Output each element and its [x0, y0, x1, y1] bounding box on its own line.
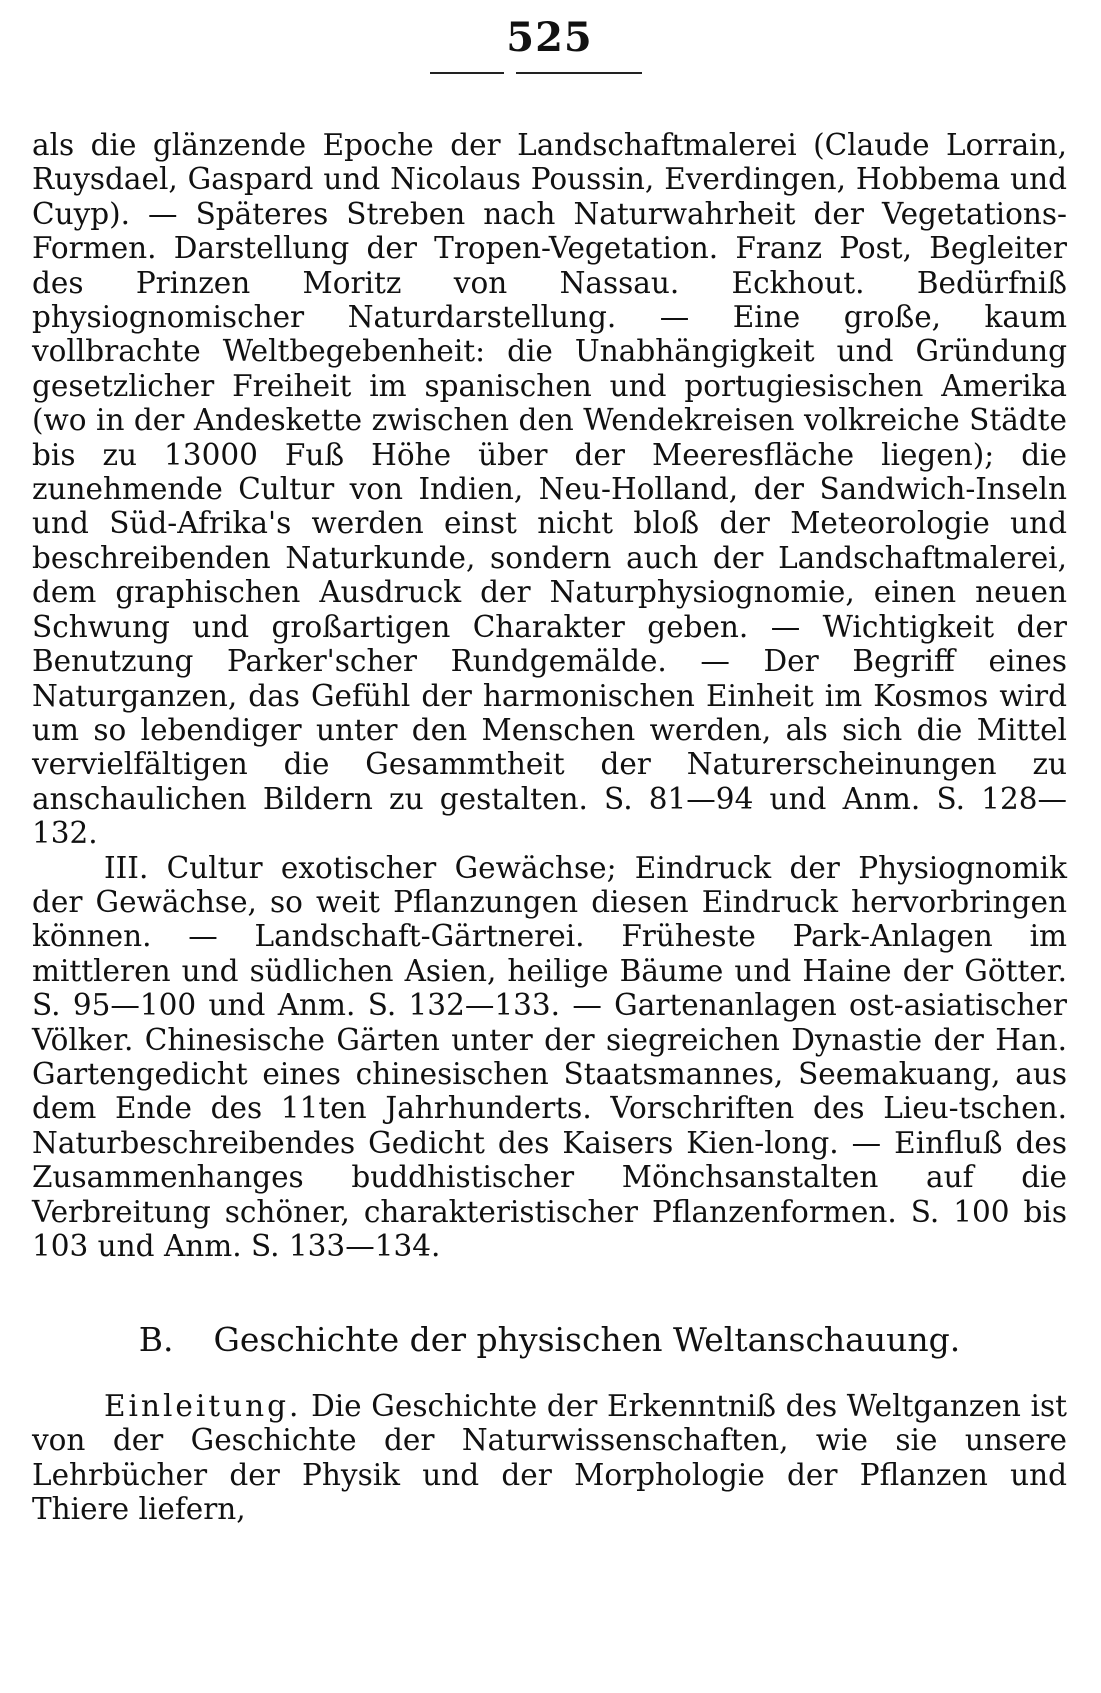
paragraph-introduction [32, 1389, 1067, 1527]
header-rule-right [516, 72, 642, 74]
section-label: B. [138, 1320, 174, 1359]
paragraph-summary-ii-end: als die glänzende Epoche der Landschaftmalerei (Claude Lorrain, Ruysdael, Gaspard und Nicolaus Poussin, Everdingen, Hobbema und Cuyp). — Späteres Streben nach Naturwahrheit der Vegetations-Formen. Darstellung der Tropen-Vegetation. Franz Post, Begleiter des Prinzen Moritz von Nassau. Eckhout. Bedürfniß physiognomischer Naturdarstellung. — Eine große, kaum vollbrachte Weltbegebenheit: die Unabhängigkeit und Gründung gesetzlicher Freiheit im spanischen und portugiesischen Amerika (wo in der Andeskette zwischen den Wendekreisen volkreiche Städte bis zu 13000 Fuß Höhe über der Meeresfläche liegen); die zunehmende Cultur von Indien, Neu-Holland, der Sandwich-Inseln und Süd-Afrika's werden einst nicht bloß der Meteorologie und beschreibenden Naturkunde, sondern auch der Landschaftmalerei, dem graphischen Ausdruck der Naturphysiognomie, einen neuen Schwung und großartigen Charakter geben. — Wichtigkeit der Benutzung Parker'scher Rundgemälde. — Der Begriff eines Naturganzen, das Gefühl der harmonischen Einheit im Kosmos wird um so lebendiger unter den Menschen werden, als sich die Mittel vervielfältigen die Gesammtheit der Naturerscheinungen zu anschaulichen Bildern zu gestalten. S. 81—94 und Anm. S. 128—132. [32, 128, 1067, 851]
header-rule-left [430, 72, 504, 74]
book-page [32, 0, 1067, 1693]
summary-text [32, 128, 1067, 1263]
introduction-text: Die Geschichte der Erkenntniß des Weltganzen ist von der Geschichte der Naturwissenschaften, wie sie unsere Lehrbücher der Physik und der Morphologie der Pflanzen und Thiere liefern, [32, 1389, 1067, 1527]
paragraph-summary-iii: III. Cultur exotischer Gewächse; Eindruck der Physiognomik der Gewächse, so weit Pflanzungen diesen Eindruck hervorbringen können. — Landschaft-Gärtnerei. Früheste Park-Anlagen im mittleren und südlichen Asien, heilige Bäume und Haine der Götter. S. 95—100 und Anm. S. 132—133. — Gartenanlagen ost-asiatischer Völker. Chinesische Gärten unter der siegreichen Dynastie der Han. Gartengedicht eines chinesischen Staatsmannes, Seemakuang, aus dem Ende des 11ten Jahrhunderts. Vorschriften des Lieu-tschen. Naturbeschreibendes Gedicht des Kaisers Kien-long. — Einfluß des Zusammenhanges buddhistischer Mönchsanstalten auf die Verbreitung schöner, charakteristischer Pflanzenformen. S. 100 bis 103 und Anm. S. 133—134. [32, 850, 1067, 1263]
introduction [32, 1389, 1067, 1527]
section-title: Geschichte der physischen Weltanschauung. [213, 1320, 961, 1359]
introduction-lead: Einleitung. [104, 1389, 302, 1423]
section-heading [32, 1316, 1067, 1364]
page-number: 525 [506, 14, 593, 61]
